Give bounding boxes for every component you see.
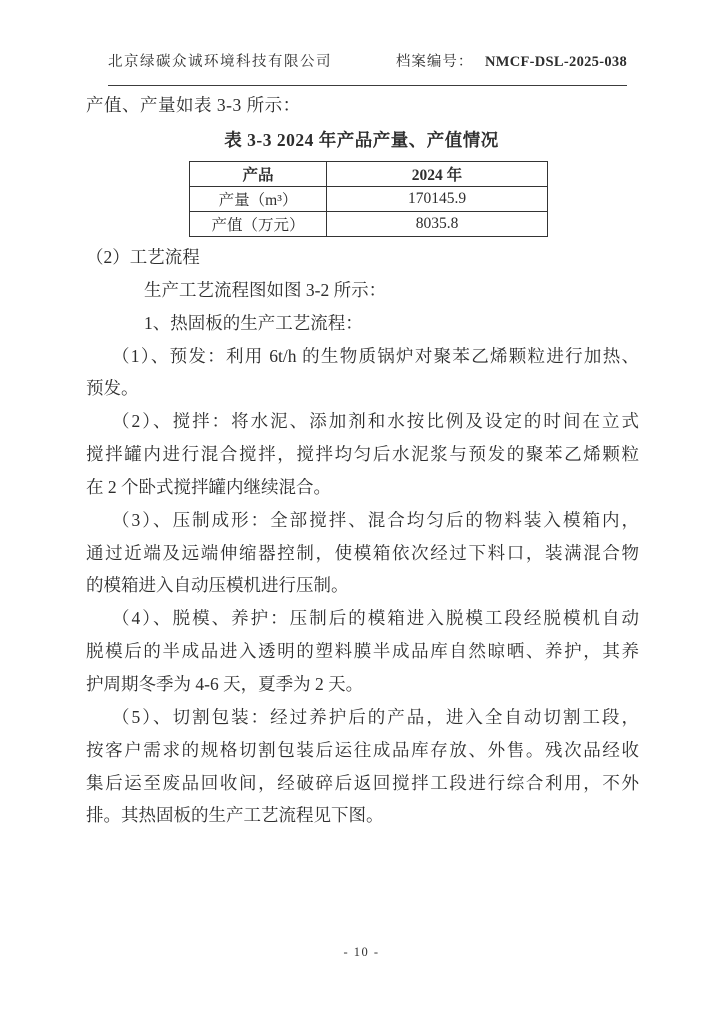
- body-line: （3）、压制成形：全部搅拌、混合均匀后的物料装入模箱内，: [112, 509, 639, 530]
- table-cell-value-label: 产值（万元）: [190, 212, 327, 237]
- company-name: 北京绿碳众诚环境科技有限公司: [108, 54, 332, 70]
- body-line: 排。其热固板的生产工艺流程见下图。: [86, 805, 384, 826]
- body-line: 1、热固板的生产工艺流程：: [144, 312, 363, 333]
- body-text: [86, 241, 639, 832]
- body-line: 脱模后的半成品进入透明的塑料膜半成品库自然晾晒、养护，其养: [86, 641, 639, 662]
- document-header: [108, 52, 627, 86]
- intro-text: 产值、产量如表 3-3 所示：: [86, 95, 301, 115]
- body-line: 的模箱进入自动压模机进行压制。: [86, 575, 349, 596]
- body-line: （1）、预发：利用 6t/h 的生物质锅炉对聚苯乙烯颗粒进行加热、: [112, 345, 639, 366]
- table-cell-output-label: 产量（m³）: [190, 187, 327, 212]
- body-line: 护周期冬季为 4-6 天，夏季为 2 天。: [86, 673, 364, 694]
- table-title: 表 3-3 2024 年产品产量、产值情况: [224, 130, 499, 150]
- archive-info: [396, 52, 627, 72]
- body-line: 按客户需求的规格切割包装后运往成品库存放、外售。残次品经收: [86, 739, 639, 760]
- body-line: （2）、搅拌：将水泥、添加剂和水按比例及设定的时间在立式: [112, 411, 639, 432]
- table-row: [190, 212, 548, 237]
- table-cell-output-value: 170145.9: [327, 187, 548, 212]
- page-number: - 10 -: [343, 945, 380, 959]
- table-header-cell-product: 产品: [190, 162, 327, 187]
- production-table: [189, 161, 548, 237]
- body-line: （4）、脱模、养护：压制后的模箱进入脱模工段经脱模机自动: [112, 608, 639, 629]
- body-line: 预发。: [86, 378, 139, 399]
- archive-number: NMCF-DSL-2025-038: [484, 54, 627, 70]
- body-line: 通过近端及远端伸缩器控制，使模箱依次经过下料口，装满混合物: [86, 542, 639, 563]
- body-line: 搅拌罐内进行混合搅拌，搅拌均匀后水泥浆与预发的聚苯乙烯颗粒: [86, 444, 639, 465]
- body-line: 生产工艺流程图如图 3-2 所示：: [144, 279, 387, 300]
- archive-label: 档案编号：: [395, 54, 474, 70]
- table-header-row: [190, 162, 548, 187]
- body-line: （2）工艺流程: [86, 247, 200, 267]
- table-row: [190, 187, 548, 212]
- body-line: （5）、切割包装：经过养护后的产品，进入全自动切割工段，: [112, 706, 639, 727]
- body-line: 集后运至废品回收间，经破碎后返回搅拌工段进行综合利用，不外: [86, 772, 639, 793]
- table-cell-value-value: 8035.8: [327, 212, 548, 237]
- body-line: 在 2 个卧式搅拌罐内继续混合。: [86, 476, 331, 497]
- table-header-cell-year: 2024 年: [327, 162, 548, 187]
